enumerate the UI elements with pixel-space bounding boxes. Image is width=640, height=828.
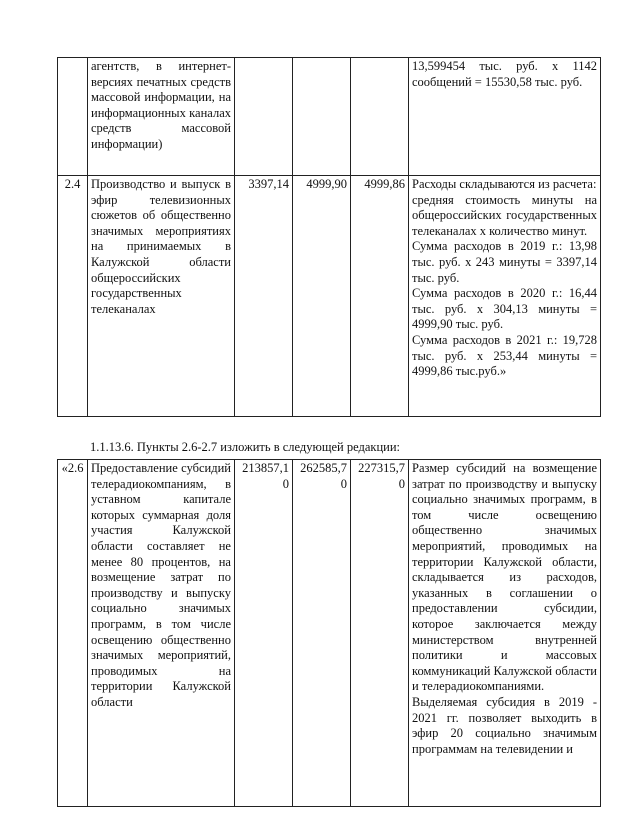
table-row [58,176,601,417]
value-2019: 3397,14 [235,176,293,417]
value-2021 [351,58,409,176]
value-2021: 227315,70 [351,460,409,807]
amendment-paragraph: 1.1.13.6. Пункты 2.6-2.7 изложить в следующей редакции: [90,440,400,454]
calculation-line: 13,599454 тыс. руб. х 1142 сообщений = 15530,58 тыс. руб. [412,59,597,89]
value-2020 [293,58,351,176]
calculation-cell [409,58,601,176]
expenses-table-bottom [57,459,601,807]
calculation-line: Сумма расходов в 2021 г.: 19,728 тыс. руб. х 253,44 минуты = 4999,86 тыс.руб.» [412,332,597,379]
row-name: Предоставление субсидий телерадиокомпаниям, в уставном капитале которых суммарная доля участия Калужской области составляет не менее 80 процентов, на возмещение затрат по производству и выпуску социально значимых программ, в том числе освещению общественно значимых мероприятий, проводимых на территории Калужской области [88,460,235,807]
calculation-cell [409,460,601,807]
calculation-line: Расходы складываются из расчета: [412,177,597,191]
value-2019: 213857,10 [235,460,293,807]
calculation-cell [409,176,601,417]
calculation-line: Сумма расходов в 2019 г.: 13,98 тыс. руб. х 243 минуты = 3397,14 тыс. руб. [412,239,597,285]
table-row [58,460,601,807]
row-number: 2.4 [58,176,88,417]
row-number [58,58,88,176]
value-2020: 262585,70 [293,460,351,807]
row-name: Производство и выпуск в эфир телевизионных сюжетов об общественно значимых мероприятиях на принимаемых в Калужской области общероссийских государственных телеканалах [88,176,235,417]
row-name: агентств, в интернет-версиях печатных средств массовой информации, на информационных каналах средств массовой информации) [88,58,235,176]
calculation-line: Выделяемая субсидия в 2019 - 2021 гг. позволяет выходить в эфир 20 социально значимым программам на телевидении и [412,694,597,756]
expenses-table-top [57,57,601,417]
value-2019 [235,58,293,176]
table-row [58,58,601,176]
calculation-line: средняя стоимость минуты на общероссийских государственных телеканалах х количество минут. [412,192,597,238]
calculation-line: Сумма расходов в 2020 г.: 16,44 тыс. руб. х 304,13 минуты = 4999,90 тыс. руб. [412,286,597,332]
value-2020: 4999,90 [293,176,351,417]
row-number: «2.6 [58,460,88,807]
value-2021: 4999,86 [351,176,409,417]
calculation-line: Размер субсидий на возмещение затрат по производству и выпуску социально значимых программ, в том числе освещению общественно значимых мероприятий, проводимых на территории Калужской области, складывается из расходов, указанных в соглашении о предоставлении субсидии, которое заключается между министерством внутренней политики и массовых коммуникаций Калужской области и телерадиокомпаниями. [412,461,597,694]
